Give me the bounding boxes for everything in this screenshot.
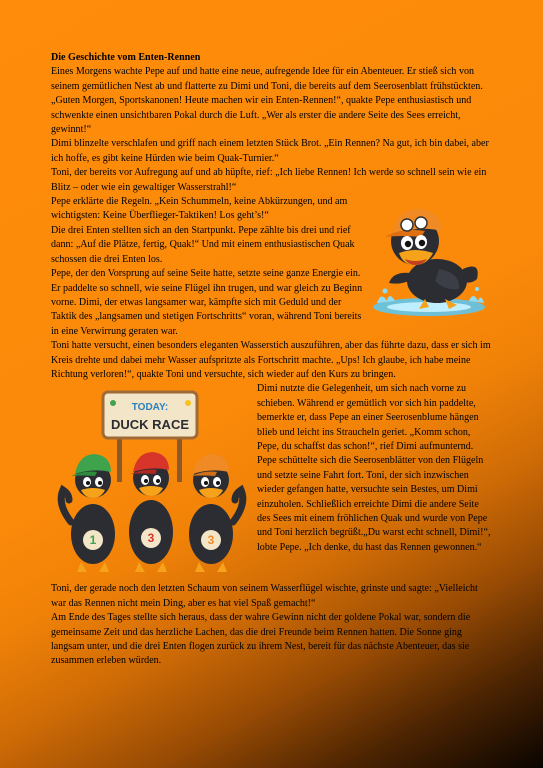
paragraph: Pepe schüttelte sich die Seerosenblätter von den Flügeln und setzte seine Fahrt fort. Toni, der sich inzwischen wieder gefangen hatte, versuchte sein Bestes, um Dimi einzuholen. Schließlich erreichte Dimi die andere Seite des Sees mit einem fröhlichen Quak und wurde von Pepe und Toni herzlich begrüßt.„Du warst echt schnell, Dimi!“, lobte Pepe. „Ich denke, du hast das Rennen gewonnen.“ [257, 455, 491, 553]
duck-number: 1 [89, 533, 97, 548]
paragraph: „Guten Morgen, Sportskanonen! Heute machen wir ein Enten-Rennen!“, quakte Pepe enthusiastisch und schwenkte einen unsichtbaren Pokal durch die Luft. „Wer als erster die andere Seite des Sees erreicht, gewinnt!“ [51, 95, 472, 136]
flower-icon [110, 400, 116, 406]
swimming-duck-image [365, 195, 491, 325]
paragraph: Pepe, der den Vorsprung auf seine Seite hatte, setzte seine ganze Energie ein. Er paddelte so schnell, wie seine Flügel ihn trugen, und war gleich zu Beginn vorne. Dimi, der etwas langsamer war, kämpfte sich mit Geduld und der Taktik des „langsamen und stetigen Fortschritts“ voran, während Toni bereits in eine Verwirrung geraten war. [51, 268, 363, 337]
paragraph: Eines Morgens wachte Pepe auf und hatte eine neue, aufregende Idee für ein Abenteuer. Er stieß sich von seinem gemütlichen Nest ab und flatterte zu Dimi und Toni, die bereits auf dem Seerosenblatt frühstückten. [51, 66, 483, 92]
duck-red-cap [129, 452, 173, 572]
duck-number: 3 [207, 533, 215, 548]
story-page [51, 51, 491, 669]
duck-number: 3 [147, 531, 155, 546]
duck-green-cap [61, 454, 115, 572]
duck-race-image [51, 382, 257, 582]
paragraph: Dimi blinzelte verschlafen und griff nach einem letzten Stück Brot. „Ein Rennen? Na gut, ich bin dabei, aber ich hoffe, es gibt keine Hürden wie beim Quak-Turnier.“ [51, 138, 489, 164]
story-title: Die Geschichte vom Enten-Rennen [51, 52, 201, 63]
wrap-section-1 [51, 195, 491, 339]
wrap-text-1 [51, 195, 365, 339]
paragraph: Dimi nutzte die Gelegenheit, um sich nach vorne zu schieben. Während er gemütlich vor sich hin paddelte, bemerkte er, dass Pepe an einer Seerosenblume hängen blieb und leicht ins Straucheln geriet. „Komm schon, Pepe, du schaffst das schon!“, rief Dimi aufmunternd. [257, 383, 479, 452]
duck-orange-cap [189, 454, 243, 572]
swimming-duck-illustration [365, 195, 491, 339]
sign-text-title: DUCK RACE [111, 417, 189, 433]
paragraph: Die drei Enten stellten sich an den Startpunkt. Pepe zählte bis drei und rief dann: „Auf die Plätze, fertig, Quak!“ Und mit einem enthusiastischen Quak schossen die drei Enten los. [51, 224, 355, 265]
paragraph: Toni hatte versucht, einen besonders eleganten Wasserstich auszuführen, aber das führte dazu, dass er sich im Kreis drehte und dabei mehr Wasser aufspritzte als Fortschritt machte. „Ups! Ich glaube, ich habe meine Richtung verloren!“, quakte Toni und versuchte, sich wieder auf den Kurs zu bringen. [51, 340, 491, 380]
sign-text-today: TODAY: [131, 402, 169, 414]
wrap-text-2 [257, 382, 491, 582]
paragraph: Toni, der bereits vor Aufregung auf und ab hüpfte, rief: „Ich liebe Rennen! Ich werde so schnell sein wie ein Blitz – oder wie ein gewaltiger Wasserstrahl!“ [51, 167, 487, 193]
paragraph: Toni, der gerade noch den letzten Schaum von seinem Wasserflügel wischte, grinste und sagte: „Vielleicht war das Rennen nicht mein Ding, aber es hat viel Spaß gemacht!“ [51, 583, 478, 609]
paragraph: Am Ende des Tages stellte sich heraus, dass der wahre Gewinn nicht der goldene Pokal war, sondern die gemeinsame Zeit und das herzliche Lachen, das die drei Freunde beim Rennen hatten. Die Sonne ging langsam unter, und die drei Enten flogen zurück zu ihrem Nest, bereit für das nächste Abenteuer, das sie zusammen erleben würden. [51, 612, 471, 667]
paragraph: Pepe erklärte die Regeln. „Kein Schummeln, keine Abkürzungen, und am wichtigsten: Keine Überflieger-Taktiken! Los geht’s!“ [51, 196, 348, 222]
wrap-section-2 [51, 382, 491, 582]
flower-icon [185, 400, 191, 406]
duck-race-illustration [51, 382, 257, 582]
